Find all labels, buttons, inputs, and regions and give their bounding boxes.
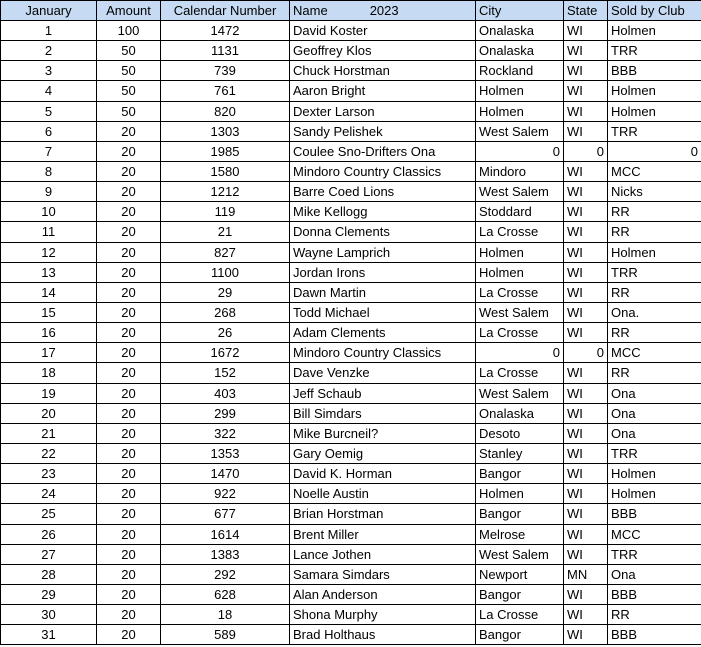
cell-name: David Koster <box>290 21 476 41</box>
table-row <box>1 423 701 443</box>
cell-amount: 20 <box>97 161 161 181</box>
cell-calendar-number: 292 <box>161 564 290 584</box>
cell-day: 5 <box>1 101 97 121</box>
cell-city: Newport <box>476 564 564 584</box>
cell-name: Brent Miller <box>290 524 476 544</box>
cell-day: 25 <box>1 504 97 524</box>
cell-day: 17 <box>1 343 97 363</box>
cell-day: 31 <box>1 625 97 645</box>
table-row <box>1 363 701 383</box>
cell-day: 18 <box>1 363 97 383</box>
cell-state: WI <box>564 383 608 403</box>
cell-amount: 50 <box>97 61 161 81</box>
cell-club: BBB <box>608 61 701 81</box>
cell-amount: 20 <box>97 222 161 242</box>
cell-city: West Salem <box>476 121 564 141</box>
cell-day: 21 <box>1 423 97 443</box>
cell-day: 14 <box>1 282 97 302</box>
cell-name: Brian Horstman <box>290 504 476 524</box>
cell-calendar-number: 18 <box>161 605 290 625</box>
cell-club: Nicks <box>608 182 701 202</box>
cell-calendar-number: 677 <box>161 504 290 524</box>
table-row <box>1 524 701 544</box>
cell-amount: 20 <box>97 584 161 604</box>
cell-club: RR <box>608 222 701 242</box>
cell-name: Samara Simdars <box>290 564 476 584</box>
cell-name: Jeff Schaub <box>290 383 476 403</box>
table-row <box>1 323 701 343</box>
cell-day: 28 <box>1 564 97 584</box>
cell-club: Holmen <box>608 21 701 41</box>
cell-amount: 20 <box>97 484 161 504</box>
table-row <box>1 202 701 222</box>
cell-club: TRR <box>608 41 701 61</box>
cell-day: 7 <box>1 141 97 161</box>
cell-calendar-number: 1470 <box>161 464 290 484</box>
cell-amount: 50 <box>97 81 161 101</box>
header-january: January <box>1 1 97 21</box>
table-row <box>1 464 701 484</box>
cell-day: 27 <box>1 544 97 564</box>
cell-name: Geoffrey Klos <box>290 41 476 61</box>
table-row <box>1 343 701 363</box>
cell-club: TRR <box>608 443 701 463</box>
table-row <box>1 101 701 121</box>
cell-state: WI <box>564 423 608 443</box>
cell-state: WI <box>564 262 608 282</box>
cell-state: WI <box>564 605 608 625</box>
cell-state: WI <box>564 302 608 322</box>
cell-club: BBB <box>608 625 701 645</box>
cell-calendar-number: 26 <box>161 323 290 343</box>
cell-day: 20 <box>1 403 97 423</box>
cell-state: WI <box>564 121 608 141</box>
cell-amount: 20 <box>97 121 161 141</box>
cell-day: 22 <box>1 443 97 463</box>
cell-club: RR <box>608 323 701 343</box>
cell-amount: 20 <box>97 564 161 584</box>
cell-city: Melrose <box>476 524 564 544</box>
cell-club: RR <box>608 363 701 383</box>
cell-amount: 20 <box>97 242 161 262</box>
cell-day: 2 <box>1 41 97 61</box>
cell-state: WI <box>564 625 608 645</box>
cell-state: 0 <box>564 141 608 161</box>
table-row <box>1 262 701 282</box>
cell-name: Dave Venzke <box>290 363 476 383</box>
cell-city: Bangor <box>476 464 564 484</box>
cell-club: Ona <box>608 564 701 584</box>
cell-state: WI <box>564 504 608 524</box>
cell-name: Aaron Bright <box>290 81 476 101</box>
cell-city: Stoddard <box>476 202 564 222</box>
cell-club: Holmen <box>608 101 701 121</box>
cell-state: WI <box>564 282 608 302</box>
table-row <box>1 182 701 202</box>
cell-city: La Crosse <box>476 323 564 343</box>
cell-calendar-number: 1383 <box>161 544 290 564</box>
cell-city: Holmen <box>476 262 564 282</box>
cell-city: Holmen <box>476 101 564 121</box>
cell-club: MCC <box>608 343 701 363</box>
cell-city: Desoto <box>476 423 564 443</box>
header-name <box>290 1 476 21</box>
cell-club: RR <box>608 282 701 302</box>
cell-day: 16 <box>1 323 97 343</box>
cell-city: West Salem <box>476 302 564 322</box>
cell-name: Bill Simdars <box>290 403 476 423</box>
cell-name: Todd Michael <box>290 302 476 322</box>
cell-city: Bangor <box>476 625 564 645</box>
table-row <box>1 21 701 41</box>
cell-city: Bangor <box>476 504 564 524</box>
cell-state: WI <box>564 161 608 181</box>
cell-city: La Crosse <box>476 605 564 625</box>
cell-state: WI <box>564 443 608 463</box>
header-amount: Amount <box>97 1 161 21</box>
cell-name: Dexter Larson <box>290 101 476 121</box>
cell-club: RR <box>608 605 701 625</box>
cell-amount: 20 <box>97 343 161 363</box>
cell-city: Holmen <box>476 81 564 101</box>
cell-state: WI <box>564 222 608 242</box>
cell-city: Holmen <box>476 484 564 504</box>
cell-club: Holmen <box>608 484 701 504</box>
table-row <box>1 302 701 322</box>
cell-day: 15 <box>1 302 97 322</box>
cell-calendar-number: 761 <box>161 81 290 101</box>
cell-name: Donna Clements <box>290 222 476 242</box>
cell-club: Ona <box>608 403 701 423</box>
cell-club: RR <box>608 202 701 222</box>
cell-calendar-number: 1303 <box>161 121 290 141</box>
cell-day: 24 <box>1 484 97 504</box>
header-sold-by-club: Sold by Club <box>608 1 701 21</box>
cell-calendar-number: 21 <box>161 222 290 242</box>
cell-calendar-number: 1212 <box>161 182 290 202</box>
cell-calendar-number: 1614 <box>161 524 290 544</box>
cell-name: Chuck Horstman <box>290 61 476 81</box>
cell-day: 11 <box>1 222 97 242</box>
cell-name: Mike Burcneil? <box>290 423 476 443</box>
cell-name: Sandy Pelishek <box>290 121 476 141</box>
table-row <box>1 222 701 242</box>
cell-state: WI <box>564 182 608 202</box>
cell-amount: 20 <box>97 202 161 222</box>
table-row <box>1 161 701 181</box>
header-city: City <box>476 1 564 21</box>
cell-state: WI <box>564 484 608 504</box>
cell-calendar-number: 322 <box>161 423 290 443</box>
cell-calendar-number: 29 <box>161 282 290 302</box>
cell-state: WI <box>564 101 608 121</box>
cell-day: 8 <box>1 161 97 181</box>
table-row <box>1 484 701 504</box>
cell-state: WI <box>564 584 608 604</box>
cell-city: 0 <box>476 141 564 161</box>
cell-day: 29 <box>1 584 97 604</box>
cell-amount: 20 <box>97 282 161 302</box>
cell-name: Brad Holthaus <box>290 625 476 645</box>
cell-amount: 20 <box>97 262 161 282</box>
cell-club: Holmen <box>608 464 701 484</box>
table-row <box>1 605 701 625</box>
cell-amount: 20 <box>97 363 161 383</box>
cell-city: La Crosse <box>476 363 564 383</box>
cell-state: WI <box>564 202 608 222</box>
table-row <box>1 282 701 302</box>
cell-state: 0 <box>564 343 608 363</box>
cell-city: Mindoro <box>476 161 564 181</box>
cell-name: Adam Clements <box>290 323 476 343</box>
table-row <box>1 403 701 423</box>
cell-day: 13 <box>1 262 97 282</box>
table-row <box>1 443 701 463</box>
cell-club: Ona <box>608 423 701 443</box>
cell-name: Mindoro Country Classics <box>290 161 476 181</box>
header-year: 2023 <box>369 3 399 18</box>
cell-state: WI <box>564 464 608 484</box>
cell-state: WI <box>564 41 608 61</box>
cell-state: WI <box>564 403 608 423</box>
cell-city: La Crosse <box>476 222 564 242</box>
header-state: State <box>564 1 608 21</box>
cell-city: 0 <box>476 343 564 363</box>
cell-calendar-number: 119 <box>161 202 290 222</box>
header-calendar-number: Calendar Number <box>161 1 290 21</box>
cell-club: TRR <box>608 262 701 282</box>
cell-calendar-number: 1353 <box>161 443 290 463</box>
cell-city: Onalaska <box>476 403 564 423</box>
cell-day: 9 <box>1 182 97 202</box>
cell-calendar-number: 739 <box>161 61 290 81</box>
cell-amount: 20 <box>97 423 161 443</box>
cell-calendar-number: 1672 <box>161 343 290 363</box>
cell-calendar-number: 1100 <box>161 262 290 282</box>
cell-city: Rockland <box>476 61 564 81</box>
table-row <box>1 41 701 61</box>
cell-amount: 20 <box>97 504 161 524</box>
cell-state: WI <box>564 81 608 101</box>
cell-city: West Salem <box>476 182 564 202</box>
table-row <box>1 61 701 81</box>
cell-name: Lance Jothen <box>290 544 476 564</box>
cell-name: Wayne Lamprich <box>290 242 476 262</box>
cell-name: Jordan Irons <box>290 262 476 282</box>
cell-amount: 20 <box>97 403 161 423</box>
cell-club: Holmen <box>608 242 701 262</box>
cell-day: 10 <box>1 202 97 222</box>
cell-calendar-number: 152 <box>161 363 290 383</box>
cell-calendar-number: 1580 <box>161 161 290 181</box>
cell-club: Ona. <box>608 302 701 322</box>
cell-day: 12 <box>1 242 97 262</box>
cell-amount: 20 <box>97 464 161 484</box>
cell-state: WI <box>564 21 608 41</box>
table-row <box>1 625 701 645</box>
cell-name: Dawn Martin <box>290 282 476 302</box>
table-row <box>1 121 701 141</box>
cell-club: Holmen <box>608 81 701 101</box>
table-row <box>1 242 701 262</box>
table-body <box>1 21 701 645</box>
cell-calendar-number: 827 <box>161 242 290 262</box>
cell-name: Barre Coed Lions <box>290 182 476 202</box>
cell-name: Shona Murphy <box>290 605 476 625</box>
cell-club: TRR <box>608 544 701 564</box>
cell-calendar-number: 1131 <box>161 41 290 61</box>
cell-calendar-number: 589 <box>161 625 290 645</box>
cell-club: BBB <box>608 504 701 524</box>
header-row <box>1 1 701 21</box>
cell-day: 4 <box>1 81 97 101</box>
cell-city: La Crosse <box>476 282 564 302</box>
cell-state: MN <box>564 564 608 584</box>
cell-name: Noelle Austin <box>290 484 476 504</box>
cell-amount: 20 <box>97 524 161 544</box>
cell-state: WI <box>564 61 608 81</box>
cell-city: Bangor <box>476 584 564 604</box>
cell-club: TRR <box>608 121 701 141</box>
cell-city: Holmen <box>476 242 564 262</box>
cell-day: 26 <box>1 524 97 544</box>
cell-amount: 20 <box>97 383 161 403</box>
cell-amount: 20 <box>97 302 161 322</box>
cell-club: 0 <box>608 141 701 161</box>
cell-calendar-number: 1472 <box>161 21 290 41</box>
cell-club: MCC <box>608 161 701 181</box>
cell-amount: 20 <box>97 182 161 202</box>
cell-name: Coulee Sno-Drifters Ona <box>290 141 476 161</box>
cell-amount: 50 <box>97 41 161 61</box>
cell-calendar-number: 299 <box>161 403 290 423</box>
cell-calendar-number: 820 <box>161 101 290 121</box>
cell-city: Onalaska <box>476 41 564 61</box>
cell-amount: 20 <box>97 605 161 625</box>
table-row <box>1 141 701 161</box>
cell-club: Ona <box>608 383 701 403</box>
cell-calendar-number: 922 <box>161 484 290 504</box>
cell-amount: 20 <box>97 443 161 463</box>
cell-amount: 20 <box>97 544 161 564</box>
cell-day: 19 <box>1 383 97 403</box>
cell-name: Mindoro Country Classics <box>290 343 476 363</box>
table-row <box>1 504 701 524</box>
cell-amount: 20 <box>97 625 161 645</box>
table-row <box>1 81 701 101</box>
cell-city: Onalaska <box>476 21 564 41</box>
cell-day: 30 <box>1 605 97 625</box>
cell-day: 6 <box>1 121 97 141</box>
cell-state: WI <box>564 363 608 383</box>
cell-state: WI <box>564 544 608 564</box>
cell-state: WI <box>564 242 608 262</box>
cell-city: West Salem <box>476 544 564 564</box>
table-row <box>1 544 701 564</box>
cell-name: David K. Horman <box>290 464 476 484</box>
cell-name: Gary Oemig <box>290 443 476 463</box>
cell-calendar-number: 403 <box>161 383 290 403</box>
cell-day: 3 <box>1 61 97 81</box>
cell-amount: 20 <box>97 141 161 161</box>
table-row <box>1 564 701 584</box>
cell-amount: 100 <box>97 21 161 41</box>
cell-amount: 20 <box>97 323 161 343</box>
table-row <box>1 383 701 403</box>
cell-city: West Salem <box>476 383 564 403</box>
cell-club: MCC <box>608 524 701 544</box>
cell-calendar-number: 628 <box>161 584 290 604</box>
cell-name: Alan Anderson <box>290 584 476 604</box>
cell-name: Mike Kellogg <box>290 202 476 222</box>
cell-day: 23 <box>1 464 97 484</box>
cell-city: Stanley <box>476 443 564 463</box>
cell-calendar-number: 268 <box>161 302 290 322</box>
cell-state: WI <box>564 524 608 544</box>
cell-amount: 50 <box>97 101 161 121</box>
cell-club: BBB <box>608 584 701 604</box>
cell-state: WI <box>564 323 608 343</box>
cell-calendar-number: 1985 <box>161 141 290 161</box>
table-row <box>1 584 701 604</box>
header-name-label: Name <box>293 3 328 18</box>
cell-day: 1 <box>1 21 97 41</box>
